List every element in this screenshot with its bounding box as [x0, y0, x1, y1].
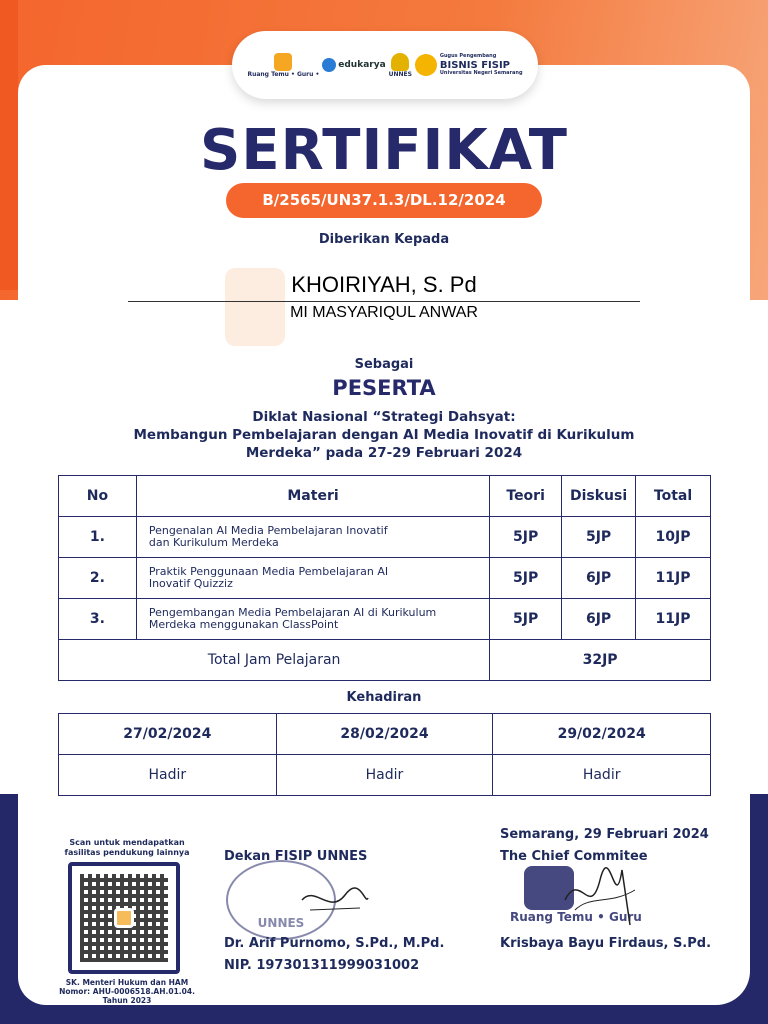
table-row — [59, 517, 711, 558]
total-value: 32JP — [490, 640, 711, 681]
row-materi — [136, 558, 489, 599]
materi-table — [58, 475, 711, 681]
row-materi — [136, 517, 489, 558]
row-teori: 5JP — [490, 599, 562, 640]
dekan-nip: NIP. 197301311999031002 — [224, 958, 420, 973]
chief-name: Krisbaya Bayu Firdaus, S.Pd. — [500, 936, 712, 951]
table-row — [59, 599, 711, 640]
materi-line-2: Inovatif Quizziz — [148, 577, 233, 590]
row-total: 11JP — [636, 599, 711, 640]
header-diskusi: Diskusi — [562, 476, 636, 517]
attendance-date: 28/02/2024 — [276, 714, 493, 755]
gugus-small-text: Gugus Pengembang — [439, 53, 497, 59]
row-no: 3. — [59, 599, 137, 640]
row-diskusi: 6JP — [562, 558, 636, 599]
qr-code[interactable] — [68, 862, 180, 974]
description-line-3: Merdeka” pada 27-29 Februari 2024 — [245, 445, 523, 461]
certificate-title: SERTIFIKAT — [200, 118, 568, 183]
row-total: 11JP — [636, 558, 711, 599]
attendance-status: Hadir — [276, 755, 493, 796]
row-materi — [136, 599, 489, 640]
row-total: 10JP — [636, 517, 711, 558]
gugus-big-text: BISNIS FISIP — [439, 59, 510, 71]
partner-logos — [232, 31, 538, 99]
sk-legal-info — [50, 978, 204, 1005]
row-diskusi: 6JP — [562, 599, 636, 640]
chief-signature-icon — [560, 860, 640, 930]
row-teori: 5JP — [490, 517, 562, 558]
ruang-temu-guru-stamp-text: Ruang Temu • Guru — [510, 910, 642, 924]
table-header-row — [59, 476, 711, 517]
attendance-title: Kehadiran — [346, 690, 422, 705]
dekan-label: Dekan FISIP UNNES — [224, 849, 368, 864]
qr-caption — [50, 838, 204, 858]
attendance-status: Hadir — [59, 755, 277, 796]
edukarya-logo — [322, 58, 385, 72]
as-label: Sebagai — [354, 357, 414, 372]
materi-line-2: Merdeka menggunakan ClassPoint — [148, 618, 339, 631]
dekan-signature-icon — [300, 880, 370, 920]
attendance-status-row — [59, 755, 711, 796]
attendance-dates-row — [59, 714, 711, 755]
sk-line-3: Tahun 2023 — [102, 996, 152, 1005]
ruang-temu-guru-logo — [247, 53, 319, 78]
row-teori: 5JP — [490, 558, 562, 599]
materi-line-2: dan Kurikulum Merdeka — [148, 536, 279, 549]
ruang-temu-logo-text: Ruang Temu • Guru • — [247, 70, 320, 78]
recipient-name: KHOIRIYAH, S. Pd — [291, 272, 477, 297]
attendance-table — [58, 713, 711, 796]
materi-line-1: Praktik Penggunaan Media Pembelajaran AI — [148, 565, 389, 578]
unnes-logo — [389, 53, 412, 78]
qr-center-logo-icon — [114, 908, 134, 928]
qr-caption-line-2: fasilitas pendukung lainnya — [64, 848, 190, 857]
qr-caption-line-1: Scan untuk mendapatkan — [69, 838, 185, 847]
edukarya-logo-text: edukarya — [338, 60, 386, 70]
certificate-number: B/2565/UN37.1.3/DL.12/2024 — [226, 183, 542, 218]
table-row — [59, 558, 711, 599]
row-diskusi: 5JP — [562, 517, 636, 558]
row-no: 2. — [59, 558, 137, 599]
given-to-label: Diberikan Kepada — [318, 232, 450, 247]
edukarya-icon — [322, 58, 336, 72]
recipient-school: MI MASYARIQUL ANWAR — [290, 304, 478, 321]
qr-code-pattern — [80, 874, 168, 962]
attendance-status: Hadir — [493, 755, 711, 796]
role-title: PESERTA — [332, 376, 436, 400]
event-description — [0, 408, 768, 462]
total-label: Total Jam Pelajaran — [59, 640, 490, 681]
chief-committee-label: The Chief Commitee — [500, 849, 648, 864]
dekan-name: Dr. Arif Purnomo, S.Pd., M.Pd. — [224, 936, 445, 951]
header-teori: Teori — [490, 476, 562, 517]
description-line-2: Membangun Pembelajaran dengan AI Media Inovatif di Kurikulum — [133, 427, 635, 443]
sk-line-1: SK. Menteri Hukum dan HAM — [65, 978, 189, 987]
unnes-emblem-icon — [391, 53, 409, 71]
header-total: Total — [636, 476, 711, 517]
row-no: 1. — [59, 517, 137, 558]
sk-line-2: Nomor: AHU-0006518.AH.01.04. — [59, 987, 195, 996]
bisnis-fisip-logo — [415, 54, 523, 76]
bisnis-fisip-icon — [415, 54, 437, 76]
materi-line-1: Pengembangan Media Pembelajaran AI di Kurikulum — [148, 606, 437, 619]
header-no: No — [59, 476, 137, 517]
header-materi: Materi — [136, 476, 489, 517]
city-date: Semarang, 29 Februari 2024 — [500, 827, 709, 842]
attendance-date: 29/02/2024 — [493, 714, 711, 755]
materi-line-1: Pengenalan AI Media Pembelajaran Inovatif — [148, 524, 388, 537]
gugus-sub-text: Universitas Negeri Semarang — [439, 69, 523, 76]
name-underline — [128, 301, 640, 302]
table-total-row — [59, 640, 711, 681]
description-line-1: Diklat Nasional “Strategi Dahsyat: — [252, 409, 516, 425]
attendance-date: 27/02/2024 — [59, 714, 277, 755]
seal-text: UNNES — [257, 916, 305, 930]
chat-bubble-icon — [274, 53, 292, 71]
unnes-logo-text: UNNES — [388, 70, 412, 78]
